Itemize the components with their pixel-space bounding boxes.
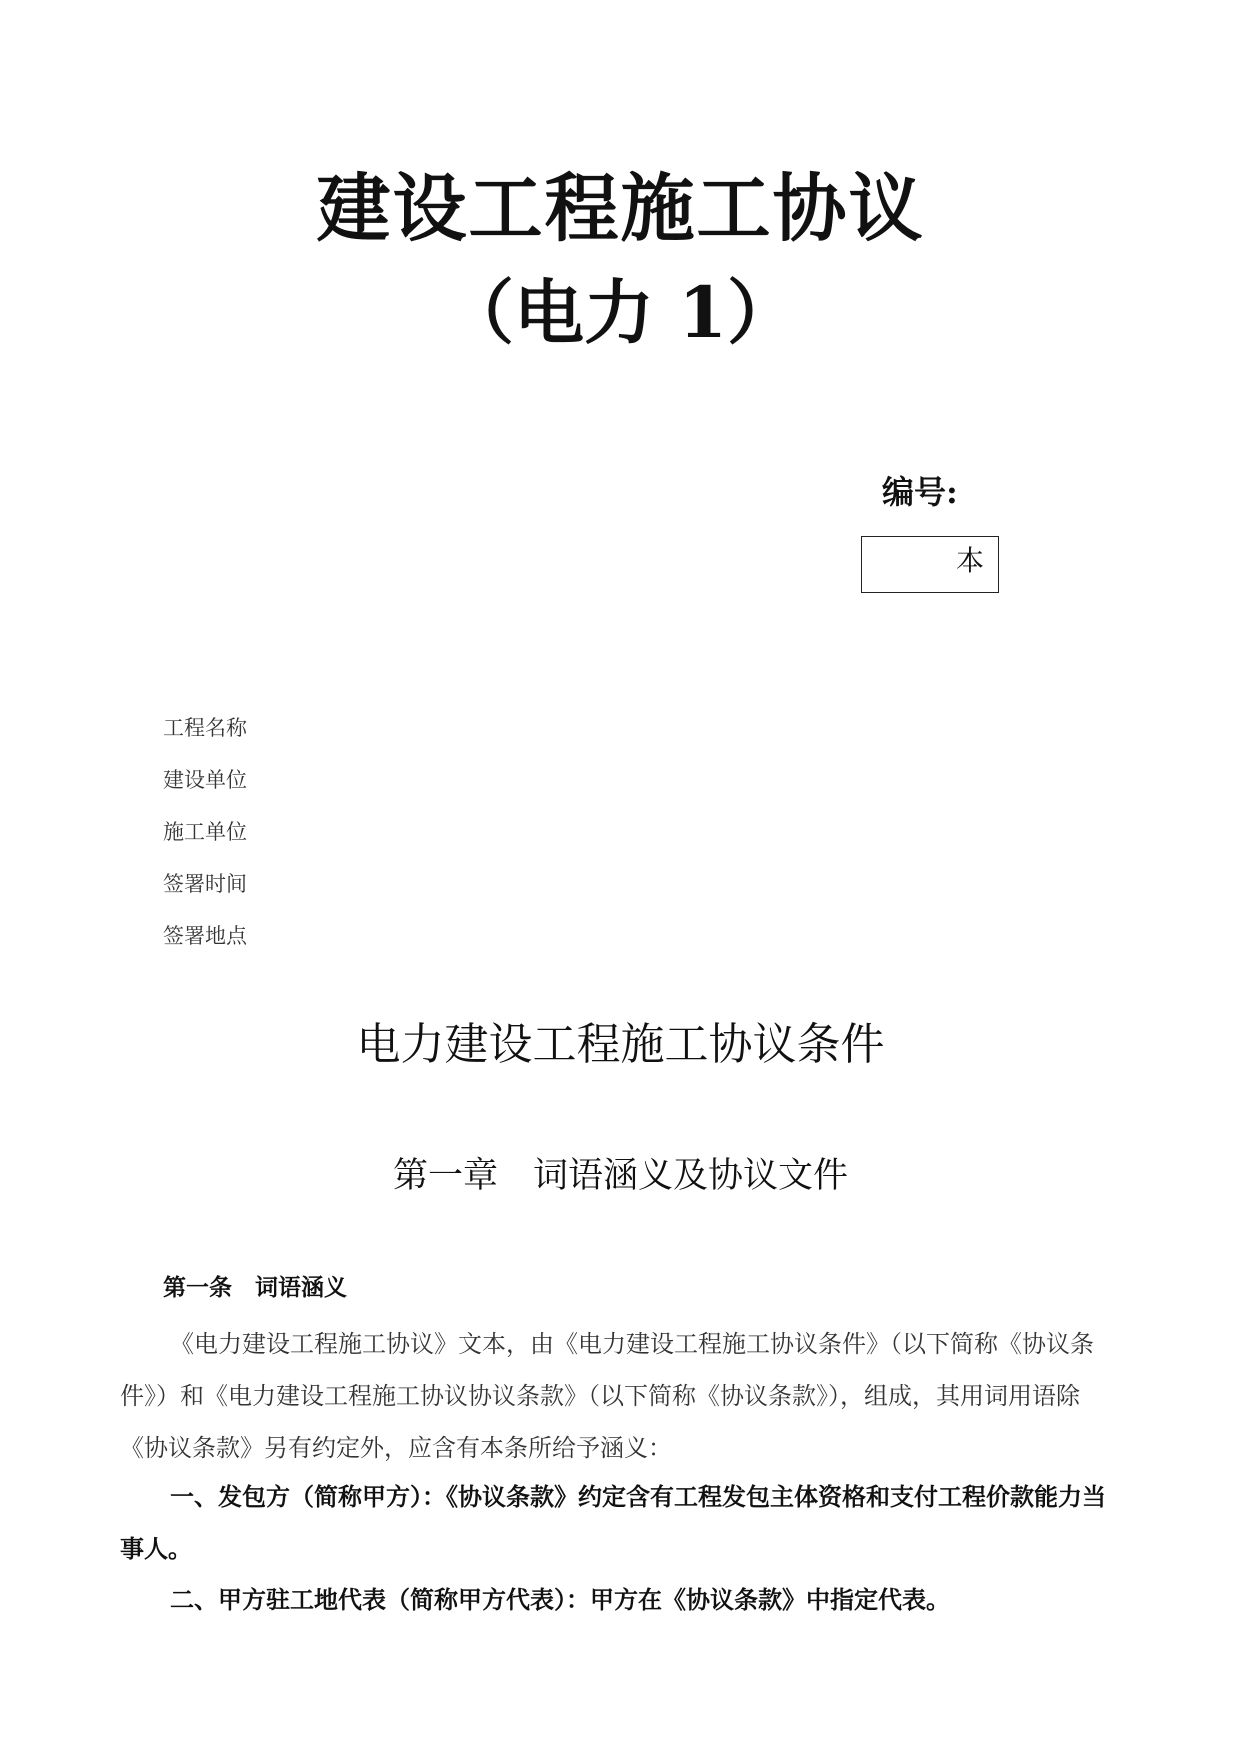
section-title: 电力建设工程施工协议条件	[356, 1019, 885, 1070]
info-field-project-name: 工程名称	[163, 716, 247, 740]
document-subtitle: （电力 1）	[443, 271, 798, 354]
paragraph-clause-1: 一、发包方（简称甲方）：《协议条款》约定含有工程发包主体资格和支付工程价款能力当事人。	[120, 1482, 1106, 1563]
info-field-contractor: 施工单位	[163, 820, 247, 844]
paragraph-intro: 《电力建设工程施工协议》文本，由《电力建设工程施工协议条件》（以下简称《协议条件》）和《电力建设工程施工协议协议条款》（以下简称《协议条款》），组成，其用词用语除《协议条款》另有约定外，应含有本条所给予涵义：	[120, 1330, 1094, 1462]
copy-box	[861, 536, 999, 593]
info-field-list	[163, 718, 247, 978]
document-title: 建设工程施工协议	[316, 166, 925, 252]
contract-number-label: 编号:	[882, 473, 958, 511]
paragraph-clause-2: 二、甲方驻工地代表（简称甲方代表）：甲方在《协议条款》中指定代表。	[170, 1585, 950, 1614]
article-title: 第一条 词语涵义	[163, 1274, 347, 1301]
chapter-title: 第一章 词语涵义及协议文件	[392, 1156, 848, 1196]
info-field-client: 建设单位	[163, 768, 247, 792]
copy-box-text: 本	[955, 544, 984, 577]
info-field-signing-date: 签署时间	[163, 872, 247, 896]
info-field-signing-place: 签署地点	[163, 924, 247, 948]
